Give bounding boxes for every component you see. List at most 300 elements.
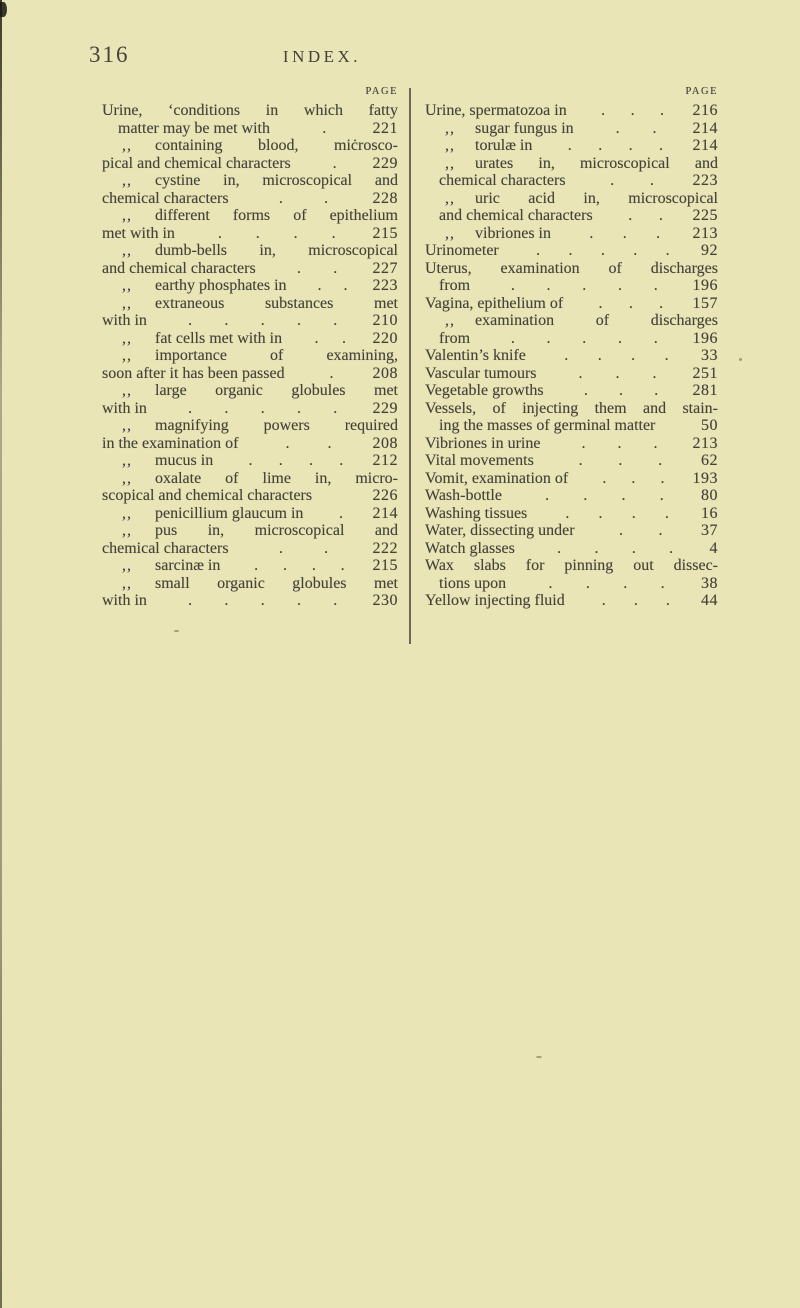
index-entry-line [95, 120, 398, 138]
index-entry-line [95, 487, 398, 505]
index-entry-line [95, 452, 398, 470]
leader-dot: . [600, 242, 605, 259]
entry-ditto-prefix: ,, [122, 294, 132, 312]
index-entry-line [95, 137, 398, 155]
entry-text: Washing tissues [425, 504, 528, 522]
index-entry-line [423, 120, 718, 138]
leader-dot: . [665, 242, 670, 259]
entry-text: from [439, 329, 471, 347]
leader-dot: . [628, 294, 633, 312]
leader-dot: . [649, 172, 654, 189]
index-entry-line [95, 207, 398, 225]
leader-dots [229, 190, 373, 208]
column-page-label: PAGE [685, 86, 718, 97]
leader-dot: . [601, 592, 606, 609]
entry-text: oxalate of lime in, micro- [155, 469, 398, 487]
leader-dots [147, 312, 373, 330]
index-entry-line [95, 522, 398, 540]
entry-ditto-prefix: ,, [122, 347, 132, 364]
index-entry-line [95, 242, 398, 260]
leader-dot: . [631, 347, 636, 364]
leader-dot: . [342, 329, 347, 347]
entry-ditto-prefix: ,, [122, 277, 132, 294]
leader-dot: . [285, 434, 290, 452]
index-entry-line [423, 312, 718, 330]
index-entry-line [423, 592, 718, 610]
leader-dot: . [619, 522, 624, 539]
entry-page-number: 251 [692, 364, 718, 382]
index-entry-line [423, 435, 718, 453]
index-entry-line [95, 435, 398, 453]
leader-dot: . [296, 592, 301, 609]
entry-text: Vascular tumours [425, 364, 537, 382]
leader-dot: . [296, 399, 301, 417]
entry-text: Vibriones in urine [425, 434, 541, 452]
entry-text: small organic globules met [155, 574, 398, 592]
leader-dot: . [621, 487, 626, 504]
leader-dot: . [510, 329, 515, 347]
index-entry-line [95, 540, 398, 558]
leader-dot: . [601, 102, 606, 119]
leader-dots [544, 382, 693, 400]
index-entry-line [423, 522, 718, 540]
index-entry-line [95, 417, 398, 435]
leader-dots [534, 452, 701, 470]
leader-dot: . [255, 224, 260, 242]
entry-text: soon after it has been passed [102, 364, 285, 382]
entry-text: Watch glasses [425, 539, 515, 557]
leader-dot: . [188, 592, 193, 609]
leader-dot: . [617, 277, 622, 294]
entry-page-number: 214 [372, 504, 398, 522]
index-entry-line [423, 242, 718, 260]
leader-dot: . [536, 242, 541, 259]
entry-text: in the examination of [102, 434, 239, 452]
leader-dot: . [664, 504, 669, 522]
leader-dot: . [314, 329, 319, 347]
entry-page-number: 33 [701, 347, 718, 364]
index-entry-line [423, 295, 718, 313]
index-entry-line [95, 365, 398, 383]
entry-page-number: 228 [372, 189, 398, 207]
index-entry-line [95, 575, 398, 593]
running-head-title: INDEX. [282, 47, 362, 66]
index-entry-line [423, 382, 718, 400]
leader-dots [238, 435, 372, 453]
leader-dot: . [653, 329, 658, 347]
leader-dot: . [602, 469, 607, 487]
entry-page-number: 210 [372, 312, 398, 329]
column-page-label: PAGE [365, 86, 398, 97]
scan-speck [0, 2, 7, 17]
entry-text: penicillium glaucum in [155, 504, 304, 522]
leader-dot: . [296, 259, 301, 277]
leader-dots [526, 347, 701, 365]
entry-page-number: 281 [692, 382, 718, 399]
leader-dot: . [665, 592, 670, 609]
entry-text: Vessels, of injecting them and stain- [425, 399, 718, 417]
entry-page-number: 37 [701, 522, 718, 539]
entry-page-number: 229 [372, 399, 398, 417]
leader-dot: . [333, 259, 338, 277]
scan-edge-shadow [0, 0, 2, 1308]
leader-dot: . [652, 119, 657, 137]
leader-dot: . [633, 242, 638, 259]
leader-dot: . [598, 137, 603, 154]
leader-dot: . [308, 452, 313, 469]
entry-text: Uterus, examination of discharges [425, 259, 718, 277]
entry-ditto-prefix: ,, [445, 189, 455, 207]
entry-text: with in [102, 592, 147, 609]
entry-text: pical and chemical characters [102, 154, 291, 172]
leader-dot: . [583, 382, 588, 399]
entry-text: sarcinæ in [155, 557, 221, 574]
entry-page-number: 214 [692, 119, 718, 137]
leader-dots [229, 540, 373, 558]
leader-dot: . [333, 399, 338, 417]
entry-page-number: 227 [372, 259, 398, 277]
entry-ditto-prefix: ,, [122, 522, 132, 539]
leader-dot: . [631, 469, 636, 487]
index-entry-line [423, 347, 718, 365]
leader-dot: . [615, 364, 620, 382]
leader-dots [147, 400, 373, 418]
leader-dots [532, 137, 692, 155]
index-entry-line [95, 592, 398, 610]
leader-dots [593, 207, 693, 225]
leader-dot: . [659, 487, 664, 504]
entry-text: matter may be met with [118, 119, 270, 137]
entry-ditto-prefix: ,, [122, 137, 132, 154]
index-entry-line [95, 155, 398, 173]
index-entry-line [95, 102, 398, 120]
entry-text: mucus in [155, 452, 214, 469]
leader-dot: . [224, 592, 229, 609]
entry-page-number: 92 [701, 242, 718, 259]
index-entry-line [423, 557, 718, 575]
leader-dots [502, 487, 701, 505]
leader-dots [565, 592, 701, 610]
index-entry-line [95, 172, 398, 190]
entry-text: Urine, ʻconditions in which fatty [102, 102, 398, 119]
leader-dot: . [567, 137, 572, 154]
scan-speck [536, 1056, 542, 1058]
leader-dot: . [331, 224, 336, 242]
leader-dots [282, 330, 372, 348]
entry-text: Yellow injecting fluid [425, 592, 565, 609]
leader-dot: . [565, 504, 570, 522]
leader-dot: . [659, 137, 664, 154]
entry-page-number: 38 [701, 574, 718, 592]
entry-text: Vagina, epithelium of [425, 294, 564, 312]
leader-dot: . [332, 154, 337, 172]
entry-page-number: 157 [692, 294, 718, 312]
entry-text: and chemical characters [439, 207, 593, 224]
page-number: 316 [89, 42, 130, 67]
scan-speck [739, 358, 742, 361]
entry-text: Wax slabs for pinning out dissec- [425, 557, 718, 574]
index-entry-line [423, 207, 718, 225]
scan-speck [174, 630, 179, 632]
entry-page-number: 212 [372, 452, 398, 469]
index-entry-line [423, 155, 718, 173]
entry-ditto-prefix: ,, [445, 312, 455, 329]
entry-text: dumb-bells in, microscopical [155, 242, 398, 259]
entry-page-number: 208 [372, 434, 398, 452]
entry-ditto-prefix: ,, [122, 557, 132, 574]
leader-dots [291, 155, 373, 173]
entry-ditto-prefix: ,, [445, 224, 455, 242]
entry-text: large organic globules met [155, 382, 398, 399]
index-entry-line [423, 400, 718, 418]
leader-dots [506, 575, 701, 593]
index-column-left [95, 84, 398, 610]
entry-ditto-prefix: ,, [122, 382, 132, 399]
entry-ditto-prefix: ,, [445, 154, 455, 172]
entry-text: chemical characters [439, 172, 566, 189]
leader-dot: . [631, 539, 636, 557]
index-entry-line [423, 365, 718, 383]
index-entry-line [423, 225, 718, 243]
leader-dot: . [589, 224, 594, 242]
leader-dot: . [333, 312, 338, 329]
leader-dots [147, 592, 373, 610]
leader-dots [551, 225, 693, 243]
index-entry-line [95, 277, 398, 295]
entry-page-number: 213 [692, 224, 718, 242]
leader-dot: . [660, 102, 665, 119]
leader-dot: . [617, 329, 622, 347]
leader-dot: . [343, 277, 348, 294]
leader-dot: . [618, 452, 623, 469]
entry-ditto-prefix: ,, [122, 207, 132, 224]
leader-dot: . [224, 399, 229, 417]
entry-text: Vegetable growths [425, 382, 544, 399]
leader-dot: . [582, 329, 587, 347]
leader-dot: . [546, 277, 551, 294]
entry-text: Urinometer [425, 242, 499, 259]
index-entry-line [423, 102, 718, 120]
entry-page-number: 215 [372, 224, 398, 242]
leader-dot: . [659, 294, 664, 312]
leader-dot: . [278, 539, 283, 557]
leader-dot: . [545, 487, 550, 504]
entry-text: torulæ in [475, 137, 533, 154]
leader-dots [566, 172, 693, 190]
entry-text: vibriones in [475, 224, 551, 242]
entry-page-number: 220 [372, 329, 398, 347]
leader-dot: . [188, 312, 193, 329]
entry-page-number: 214 [692, 137, 718, 154]
leader-dot: . [660, 574, 665, 592]
entry-page-number: 230 [372, 592, 398, 609]
leader-dots [527, 505, 701, 523]
entry-page-number: 226 [372, 487, 398, 504]
leader-dot: . [548, 574, 553, 592]
index-entry-line [423, 540, 718, 558]
leader-dot: . [260, 312, 265, 329]
leader-dot: . [510, 277, 515, 294]
leader-dot: . [568, 242, 573, 259]
index-entry-line [95, 330, 398, 348]
leader-dot: . [578, 364, 583, 382]
leader-dot: . [628, 207, 633, 224]
entry-page-number: 208 [372, 364, 398, 382]
entry-page-number: 16 [701, 504, 718, 522]
entry-ditto-prefix: ,, [122, 452, 132, 469]
entry-text: met with in [102, 224, 175, 242]
leader-dot: . [664, 347, 669, 364]
leader-dot: . [615, 119, 620, 137]
leader-dots [540, 435, 692, 453]
index-entry-line [95, 557, 398, 575]
index-entry-line [423, 330, 718, 348]
entry-text: tions upon [439, 574, 507, 592]
index-entry-line [95, 225, 398, 243]
leader-dot: . [338, 504, 343, 522]
entry-ditto-prefix: ,, [122, 172, 132, 189]
index-entry-line [95, 382, 398, 400]
entry-text: fat cells met with in [155, 329, 283, 347]
entry-text: pus in, microscopical and [155, 522, 398, 539]
index-entry-line [423, 190, 718, 208]
entry-page-number: 223 [372, 277, 398, 294]
entry-text: Urine, spermatozoa in [425, 102, 567, 119]
leader-dots [515, 540, 710, 558]
entry-text: examination of discharges [475, 312, 718, 329]
leader-dot: . [597, 347, 602, 364]
leader-dot: . [278, 189, 283, 207]
entry-page-number: 193 [692, 469, 718, 487]
index-entry-line [423, 260, 718, 278]
entry-text: and chemical characters [102, 259, 256, 277]
leader-dot: . [293, 224, 298, 242]
entry-text: with in [102, 312, 147, 329]
leader-dots [499, 242, 701, 260]
entry-text: sugar fungus in [475, 119, 574, 137]
leader-dot: . [658, 207, 663, 224]
leader-dot: . [653, 434, 658, 452]
leader-dots [175, 225, 373, 243]
leader-dot: . [224, 312, 229, 329]
index-entry-line [423, 470, 718, 488]
index-entry-line [95, 295, 398, 313]
entry-text: Vomit, examination of [425, 469, 569, 487]
index-entry-line [95, 190, 398, 208]
entry-page-number: 225 [692, 207, 718, 224]
entry-page-number: 44 [701, 592, 718, 609]
column-divider-rule [409, 88, 411, 644]
leader-dots [303, 505, 372, 523]
leader-dot: . [610, 172, 615, 189]
entry-text: Wash-bottle [425, 487, 502, 504]
leader-dot: . [583, 487, 588, 504]
leader-dot: . [324, 539, 329, 557]
leader-dot: . [317, 277, 322, 294]
entry-text: scopical and chemical characters [102, 487, 313, 504]
leader-dots [568, 470, 692, 488]
leader-dot: . [582, 277, 587, 294]
index-entry-line [95, 347, 398, 365]
entry-page-number: 4 [709, 539, 718, 557]
leader-dot: . [546, 329, 551, 347]
entry-page-number: 215 [372, 557, 398, 574]
index-entry-line [423, 575, 718, 593]
leader-dot: . [622, 224, 627, 242]
leader-dot: . [311, 557, 316, 574]
leader-dot: . [188, 399, 193, 417]
entry-text: extraneous substances met [155, 294, 398, 312]
index-entry-line [95, 260, 398, 278]
entry-page-number: 213 [692, 434, 718, 452]
entry-page-number: 50 [701, 417, 718, 434]
entry-text: Valentin’s knife [425, 347, 526, 364]
leader-dots [563, 295, 692, 313]
index-entry-line [423, 487, 718, 505]
leader-dot: . [585, 574, 590, 592]
entry-page-number: 62 [701, 452, 718, 469]
index-entry-line [423, 417, 718, 435]
leader-dot: . [564, 347, 569, 364]
leader-dots [537, 365, 693, 383]
leader-dot: . [248, 452, 253, 469]
index-column-right [423, 84, 718, 610]
entry-text: with in [102, 399, 147, 417]
entry-ditto-prefix: ,, [122, 574, 132, 592]
index-entry-line [95, 505, 398, 523]
entry-page-number: 223 [692, 172, 718, 189]
leader-dots [574, 120, 693, 138]
leader-dot: . [254, 557, 259, 574]
leader-dot: . [260, 399, 265, 417]
leader-dot: . [631, 504, 636, 522]
entry-page-number: 229 [372, 154, 398, 172]
leader-dot: . [594, 539, 599, 557]
entry-text: Water, dissecting under [425, 522, 575, 539]
entry-text: earthy phosphates in [155, 277, 287, 294]
leader-dot: . [598, 294, 603, 312]
leader-dot: . [598, 504, 603, 522]
entry-text: different forms of epithelium [155, 207, 398, 224]
leader-dot: . [578, 452, 583, 469]
entry-text: magnifying powers required [155, 417, 398, 434]
leader-dot: . [628, 137, 633, 154]
index-entry-line [95, 312, 398, 330]
entry-text: urates in, microscopical and [475, 154, 718, 172]
leader-dot: . [658, 522, 663, 539]
leader-dot: . [630, 102, 635, 119]
leader-dot: . [340, 557, 345, 574]
leader-dot: . [652, 364, 657, 382]
leader-dot: . [581, 434, 586, 452]
leader-dot: . [260, 592, 265, 609]
leader-dot: . [339, 452, 344, 469]
entry-ditto-prefix: ,, [445, 137, 455, 154]
leader-dot: . [333, 592, 338, 609]
leader-dot: . [653, 277, 658, 294]
entry-page-number: 216 [692, 102, 718, 119]
leader-dots [285, 365, 373, 383]
leader-dot: . [660, 469, 665, 487]
leader-dots [567, 102, 693, 120]
leader-dot: . [282, 557, 287, 574]
leader-dots [470, 277, 692, 295]
leader-dot: . [278, 452, 283, 469]
leader-dot: . [619, 382, 624, 399]
index-entry-line [95, 400, 398, 418]
leader-dot: . [623, 574, 628, 592]
index-entry-line [423, 277, 718, 295]
